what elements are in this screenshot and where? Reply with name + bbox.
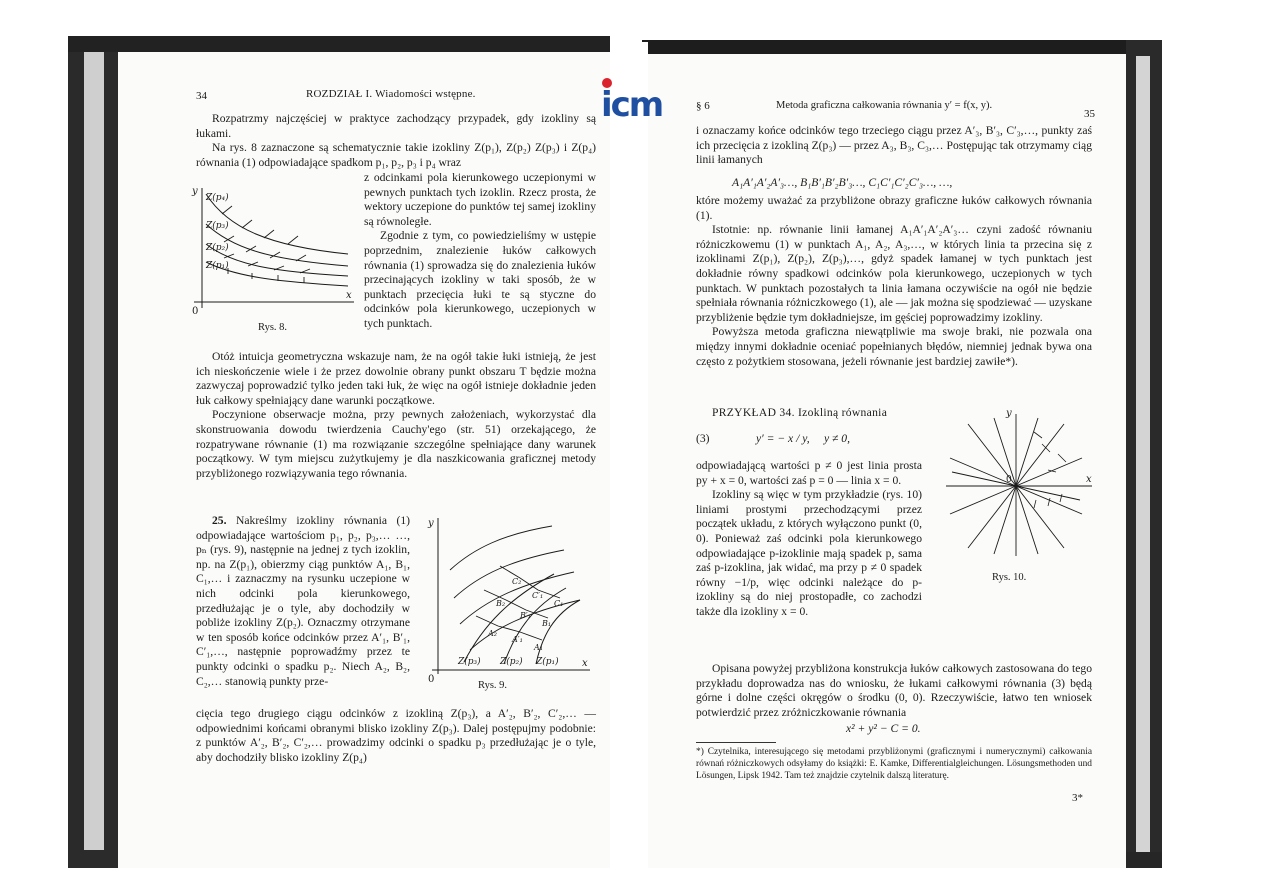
fig9-caption: Rys. 9. xyxy=(478,680,508,691)
fig8-caption: Rys. 8. xyxy=(258,322,288,333)
example-34-title: PRZYKŁAD 34. Izokliną równania xyxy=(712,406,888,419)
right-section-mark: § 6 xyxy=(696,100,710,112)
scan-binding-right-inner xyxy=(1136,56,1150,856)
fig10-x-label: x xyxy=(1086,474,1092,485)
fig10-direction-segments xyxy=(1034,432,1066,508)
figure-rys-9 xyxy=(424,514,594,694)
left-mid-text xyxy=(196,350,596,481)
scan-binding-left-inner xyxy=(84,48,104,868)
scan-top-edge-left xyxy=(68,36,610,52)
right-lower-text xyxy=(696,662,1092,720)
fig9-point-b1: B₁ xyxy=(542,619,552,628)
right-page-number: 35 xyxy=(1084,108,1095,120)
signature-mark: 3* xyxy=(1072,792,1083,804)
poczynione-paragraph: Poczynione obserwacje można, przy pewnych założeniach, wykorzystać dla skonstruowania dowodu twierdzenia Cauchy'ego (str. 51) orzekającego, że rozpatrywane równanie (1) ma rozwiązanie szczególne spełniające dany warunek początkowy. W tym miejscu zużytkujemy je dla naszkicowania graficznej metody przybliżonego rozwiązywania tego równania. xyxy=(196,408,596,480)
left-page-number: 34 xyxy=(196,90,207,102)
fig9-x-label: x xyxy=(582,658,588,669)
fig9-point-c1-prime: C′₁ xyxy=(532,591,544,600)
fig8-label-z-p1: Z(p₁) xyxy=(206,261,229,271)
fig9-y-label: y xyxy=(428,518,434,529)
otoz-paragraph: Otóż intuicja geometryczna wskazuje nam, że na ogół takie łuki istnieją, że jest ich nieskończenie wiele i że przez dowolnie obrany punkt obszaru T będzie można zazwyczaj poprowadzić tylko jeden taki łuk, że więc na ogół istnieje dokładnie jeden łuk całkowy spełniający dane warunki początkowe. xyxy=(196,350,596,407)
right-example-text xyxy=(696,459,922,620)
fig9-point-b1-prime: B′₁ xyxy=(520,611,531,620)
fig9-label-z-p1: Z(p₁) xyxy=(536,657,559,667)
fig9-point-b2: B₂ xyxy=(496,599,506,608)
fig9-polyline-C xyxy=(500,566,560,598)
fig9-label-z-p3: Z(p₃) xyxy=(458,657,481,667)
icm-logo-text: icm xyxy=(601,85,663,122)
scan-gutter xyxy=(610,42,648,868)
right-text-2 xyxy=(696,194,1092,369)
circle-equation: x² + y² − C = 0. xyxy=(846,722,921,735)
equation-3-condition: y ≠ 0, xyxy=(824,432,851,445)
polylines-equation: A₁A′₁A′₂A′₃…, B₁B′₁B′₂B′₃…, C₁C′₁C′₂C′₃…, …, xyxy=(732,176,953,189)
section-25-paragraph: Nakreślmy izokliny równania (1) odpowiadające wartościom p₁, p₂, p₃,… …, pₙ (rys. 9), następnie na jednej z tych izoklin, np. na Z(p₁), obierzmy ciąg punktów A₁, B₁, C₁,… i zaznaczmy na rysunku uczepione w nich odcinki pola kierunkowego, przedłużając je o tyle, aby dochodziły w pobliże izokliny Z(p₂). Oznaczmy otrzymane w ten sposób końce odcinków przez A′₁, B′₁, C′₁,…, następnie poprowadźmy przez te punkty odcinki o spadku p₂. Niech A₂, B₂, C₂,… stanowią punkty prze- xyxy=(196,514,410,688)
right-running-head: Metoda graficzna całkowania równania y′ = f(x, y). xyxy=(776,100,993,111)
right-page xyxy=(648,54,1126,868)
continuation-paragraph: i oznaczamy końce odcinków tego trzeciego ciągu przez A′₃, B′₃, C′₃,…, punkty zaś ich przecięcia z izokliną Z(p₃) — przez A₃, B₃, C₃,… Postępując tak otrzymamy ciąg linii łamanych xyxy=(696,124,1092,167)
icm-logo xyxy=(600,76,674,122)
fig9-origin-label: 0 xyxy=(428,674,435,685)
intro-paragraph: Rozpatrzmy najczęściej w praktyce zachodzący przypadek, gdy izokliny są łukami. xyxy=(196,112,596,140)
section-25-continuation: cięcia tego drugiego ciągu odcinków z izokliną Z(p₃), a A′₂, B′₂, C′₂,… — odpowiednimi końcami obranymi blisko izokliny Z(p₃). Dalej postępujmy podobnie: z punktów A′₂, B′₂, C′₂,… prowadzimy odcinki o spadku p₃ przedłużając je o tyle, aby dochodziły blisko izokliny Z(p₄) xyxy=(196,707,596,764)
fig8-x-label: x xyxy=(346,290,352,301)
fig9-point-c1: C₁ xyxy=(554,599,564,608)
section-25-number: 25. xyxy=(212,514,227,527)
equation-3: y′ = − x / y, xyxy=(756,432,810,445)
fig9-isocline-z-p1 xyxy=(536,600,580,664)
fig9-curved-family xyxy=(450,526,580,650)
fig10-y-label: y xyxy=(1006,408,1012,419)
figure-rys-10 xyxy=(938,406,1098,566)
fig9-point-a2: A₂ xyxy=(488,629,497,638)
left-bottom-text xyxy=(196,707,596,765)
fig8-label-z-p2: Z(p₂) xyxy=(206,243,229,253)
istotnie-paragraph: Istotnie: np. równanie linii łamanej A₁A′₁A′₂A′₃… czyni zadość równaniu różniczkowemu (1) w punktach A₁, A₂, A₃,…, w których linia ta przecina się z izoklinami Z(p₁), Z(p₂), Z(p₃),…, gdyż spadek łamanej w tych punktach jest dokładnie równy spadkowi odcinków pola kierunkowego, uczepionych w tych punktach. W punktach pozostałych ta linia łamana oczywiście na ogół nie będzie spełniała równania różniczkowego (1), ale — jak można się spodziewać — uzyskane przybliżenie będzie tym dokładniejsze, im gęściej poprowadzimy izokliny. xyxy=(696,223,1092,324)
fig10-caption: Rys. 10. xyxy=(992,572,1027,583)
footnote: *) Czytelnika, interesującego się metodami przybliżonymi (graficznymi i numerycznymi) całkowania równań różniczkowych odsyłamy do książki: E. Kamke, Differentialgleichungen. Lösungsmethoden und Lösungen, Lipsk 1942. Tam też znajdzie czytelnik dalszą literaturę. xyxy=(696,747,1092,781)
fig9-point-c2: C₂ xyxy=(512,577,522,586)
left-section-25-side xyxy=(196,514,410,689)
fig8-label-z-p3: Z(p₃) xyxy=(206,221,229,231)
left-running-head: ROZDZIAŁ I. Wiadomości wstępne. xyxy=(306,88,476,100)
izokliny-paragraph: Izokliny są więc w tym przykładzie (rys. 10) liniami prostymi przechodzącymi przez początek układu, z których wyłączono punkt (0, 0). Ponieważ zaś odcinki pola kierunkowego odpowiadające p-izoklinie mają spadek p, sama zaś p-izoklina, jak widać, ma przy p ≠ 0 spadek równy −1/p, więc odcinki należące do p-izokliny są do niej prostopadłe, co zachodzi także dla izokliny x = 0. xyxy=(696,488,922,618)
powyzsza-paragraph: Powyższa metoda graficzna niewątpliwie ma swoje braki, nie pozwala ona między innymi dokładnie oceniać popełnianych błędów, niemniej jednak bywa ona często z pożytkiem stosowana, jeżeli równanie jest bardziej zawiłe*). xyxy=(696,325,1092,368)
opisana-paragraph: Opisana powyżej przybliżona konstrukcja łuków całkowych zastosowana do tego przykładu doprowadza nas do wniosku, że łukami całkowymi równania (3) będą górne i dolne części okręgów o środku (0, 0). Rzeczywiście, łatwo ten wniosek potwierdzić przez zróżniczkowanie równania xyxy=(696,662,1092,719)
fig10-origin-label: 0 xyxy=(1006,475,1012,485)
fig8-origin-label: 0 xyxy=(192,306,199,317)
scan-top-edge-right xyxy=(642,40,1162,54)
fig8-label-z-p4: Z(p₄) xyxy=(206,193,229,203)
rys8-side-paragraph-2: Zgodnie z tym, co powiedzieliśmy w ustępie poprzednim, znalezienie łuków całkowych równania (1) sprowadza się do znalezienia łuków przecinających izokliny w taki sposób, że w punktach przecięcia łuki te są styczne do odcinków pola kierunkowego, uczepionych w tych punktach. xyxy=(364,229,596,330)
ktore-paragraph: które możemy uważać za przybliżone obrazy graficzne łuków całkowych równania (1). xyxy=(696,194,1092,222)
left-rys8-side-text xyxy=(364,171,596,332)
left-intro xyxy=(196,112,596,170)
fig9-point-a1: A₁ xyxy=(534,643,543,652)
equation-number: (3) xyxy=(696,432,710,445)
fig8-direction-segments xyxy=(222,206,310,283)
right-top-text xyxy=(696,124,1092,168)
left-page xyxy=(118,52,610,868)
figure-rys-8 xyxy=(188,180,358,330)
fig9-point-a1-prime: A′₁ xyxy=(512,635,523,644)
fig8-y-label: y xyxy=(192,186,198,197)
footnote-rule xyxy=(696,742,776,743)
rys8-side-paragraph: z odcinkami pola kierunkowego uczepionymi w pewnych punktach tych izoklin. Rzecz prosta, że wektory uczepione do punktów tej samej izokliny są równoległe. xyxy=(364,171,596,228)
rys8-lead-paragraph: Na rys. 8 zaznaczone są schematycznie takie izokliny Z(p₁), Z(p₂) Z(p₃) i Z(p₄) równania (1) odpowiadające spadkom p₁, p₂, p₃ i p₄ wraz xyxy=(196,141,596,169)
odpowiadajaca-paragraph: odpowiadającą wartości p ≠ 0 jest linia prosta py + x = 0, wartości zaś p = 0 — linia x = 0. xyxy=(696,459,922,487)
fig9-label-z-p2: Z(p₂) xyxy=(500,657,523,667)
